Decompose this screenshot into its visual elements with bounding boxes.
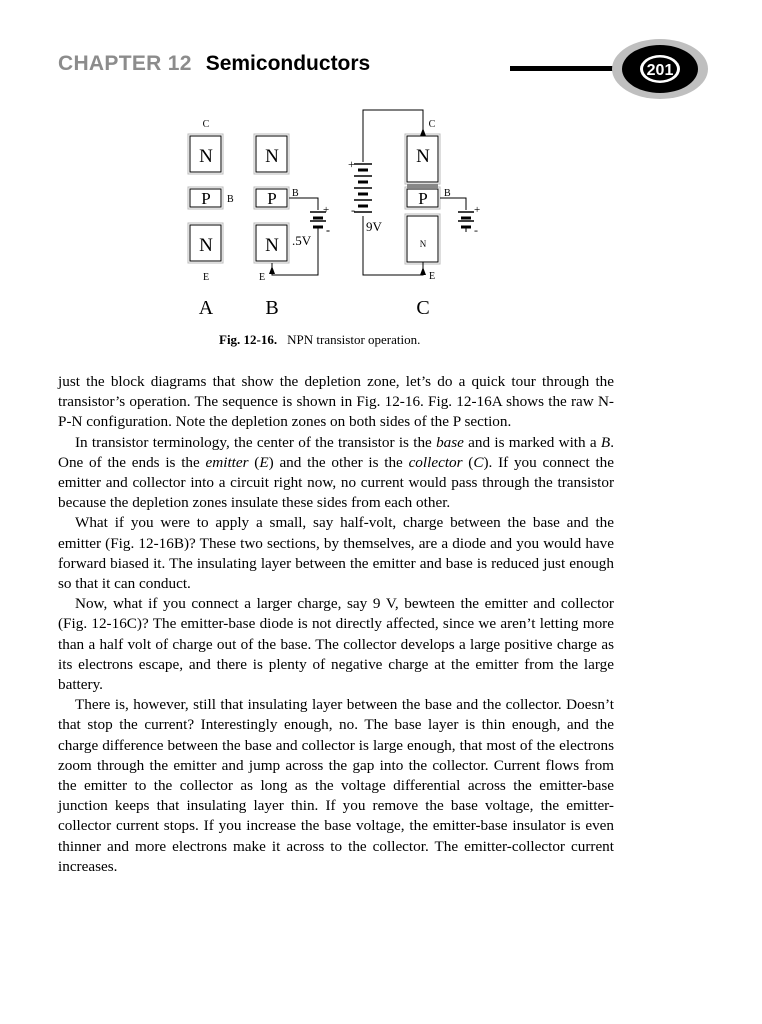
layer-b-2: P — [267, 189, 277, 208]
figure-caption-text: NPN transistor operation. — [287, 332, 421, 347]
arrow-c-emitter — [420, 267, 426, 275]
chapter-label: CHAPTER 12 — [58, 52, 192, 75]
battery-c-minus: - — [351, 203, 355, 217]
terminal-e-c: E — [428, 271, 436, 282]
panel-label-b: B — [265, 297, 279, 319]
arrow-b-emitter — [269, 266, 275, 274]
running-header — [58, 52, 370, 76]
battery-c-voltage: 9V — [366, 219, 382, 234]
battery-c-base — [458, 212, 474, 227]
terminal-c-a: C — [202, 119, 210, 130]
thin-depletion-band — [407, 184, 438, 188]
battery-c-9v — [354, 164, 372, 212]
section-title: Semiconductors — [205, 52, 371, 75]
terminal-e-b: E — [258, 272, 266, 283]
npn-figure — [170, 100, 510, 325]
battery-c-base-plus: + — [474, 204, 481, 216]
page-number-badge — [510, 36, 710, 100]
panel-b-transistor — [254, 134, 318, 275]
battery-b-voltage: .5V — [292, 233, 312, 248]
layer-a-3: N — [199, 235, 213, 256]
layer-b-3: N — [265, 235, 279, 256]
layer-a-2: P — [201, 189, 211, 208]
battery-b-minus: - — [326, 223, 330, 237]
layer-c-1: N — [416, 146, 430, 167]
panel-label-c: C — [416, 297, 430, 319]
paragraph-4: Now, what if you connect a larger charge, say 9 V, bewteen the emitter and collector (Fig. 12-16C)? The emitter-base diode is not directly affected, since we aren’t letting more than a half volt of charge out of the base. The collector develops a large positive charge as its electrons escape, and there is plenty of negative charge at the emitter from the large battery. — [58, 595, 614, 694]
layer-c-2: P — [418, 189, 428, 208]
page-number: 201 — [646, 62, 674, 79]
body-text — [58, 372, 614, 877]
figure-caption — [219, 332, 420, 348]
layer-b-1: N — [265, 146, 279, 167]
paragraph-2: In transistor terminology, the center of the transistor is the base and is marked with a B. One of the ends is the emitter (E) and the other is the collector (C). If you connect the emitter and collector into a circuit right now, no current would pass through the transistor because the depletion zones insulate these sides from each other. — [58, 433, 615, 512]
arrow-c-collector — [420, 128, 426, 136]
battery-b-plus: + — [323, 204, 330, 216]
paragraph-5: There is, however, still that insulating layer between the base and the collector. Doesn’t that stop the current? Interestingly enough, no. The base layer is thin enough, and the charge difference between the base and collector is large enough, that most of the electrons zoom through the emitter and jump across the gap into the collector. Current flows from the emitter to the collector as long as the voltage differential across the emitter-base junction keeps that insulating layer thin. If you remove the base voltage, the emitter-collector current stops. If you increase the base voltage, the emitter-base insulator is even thinner and more electrons make it across to the collector. The emitter-collector current increases. — [58, 696, 614, 875]
terminal-b-c: B — [444, 188, 451, 199]
panel-label-a: A — [198, 297, 214, 319]
terminal-b-a: B — [227, 194, 234, 205]
figure-number: Fig. 12-16. — [219, 332, 278, 347]
paragraph-3: What if you were to apply a small, say half-volt, charge between the base and the emitter (Fig. 12-16B)? These two sections, by themselves, are a diode and you would have forward biased it. The insulating layer between the emitter and base is reduced just enough so that it can conduct. — [58, 514, 614, 593]
terminal-e-a: E — [202, 272, 210, 283]
header-rule — [510, 66, 630, 71]
terminal-c-c: C — [428, 119, 436, 130]
layer-c-3: N — [419, 239, 427, 249]
battery-c-base-minus: - — [474, 223, 478, 237]
terminal-b-b: B — [292, 188, 299, 199]
battery-c-plus: + — [348, 157, 355, 171]
paragraph-1: just the block diagrams that show the depletion zone, let’s do a quick tour through the transistor’s operation. The sequence is shown in Fig. 12-16. Fig. 12-16A shows the raw N-P-N configuration. Note the depletion zones on both sides of the P section. — [58, 373, 614, 431]
layer-a-1: N — [199, 146, 213, 167]
